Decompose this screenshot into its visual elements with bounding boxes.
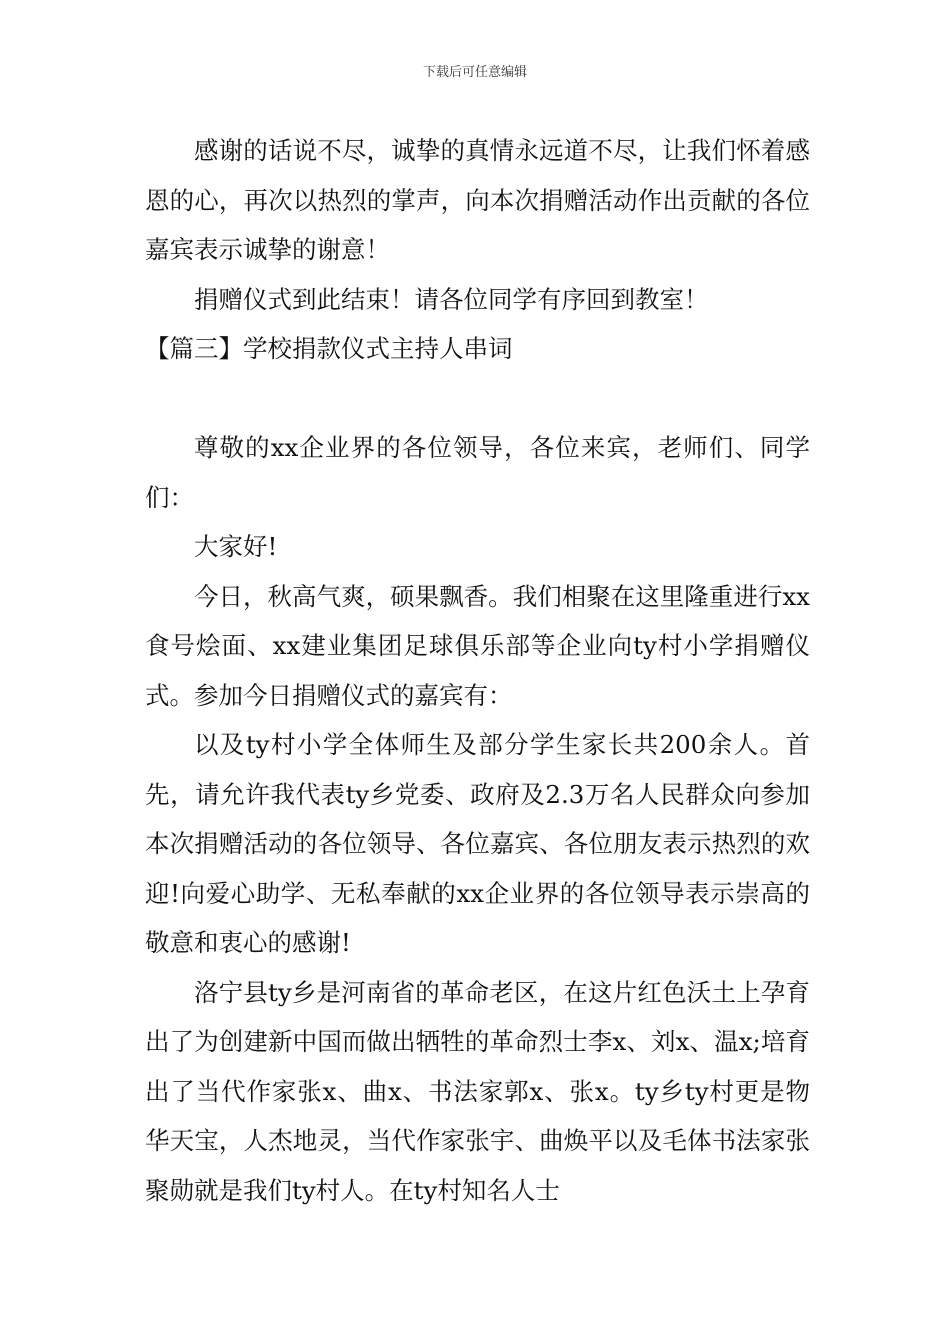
page-header: 下载后可任意编辑 — [422, 65, 527, 80]
section-heading: 【篇三】学校捐款仪式主持人串词 — [145, 334, 513, 363]
paragraph-history: 洛宁县ty乡是河南省的革命老区，在这片红色沃土上孕育出了为创建新中国而做出牺牲的革命烈士李x、刘x、温x;培育出了当代作家张x、曲x、书法家郭x、张x。ty乡ty村更是物华天宝，人杰地灵，当代作家张宇、曲焕平以及毛体书法家张聚勋就是我们ty村人。在ty村知名人士 — [145, 977, 811, 1205]
paragraph-thanks: 感谢的话说不尽，诚挚的真情永远道不尽，让我们怀着感恩的心，再次以热烈的掌声，向本次捐赠活动作出贡献的各位嘉宾表示诚挚的谢意！ — [145, 136, 810, 264]
paragraph-welcome: 以及ty村小学全体师生及部分学生家长共200余人。首先，请允许我代表ty乡党委、政府及2.3万名人民群众向参加本次捐赠活动的各位领导、各位嘉宾、各位朋友表示热烈的欢迎!向爱心助学、无私奉献的xx企业界的各位领导表示崇高的敬意和衷心的感谢! — [145, 730, 810, 957]
paragraph-opening: 今日，秋高气爽，硕果飘香。我们相聚在这里隆重进行xx食号烩面、xx建业集团足球俱乐部等企业向ty村小学捐赠仪式。参加今日捐赠仪式的嘉宾有： — [145, 581, 810, 710]
paragraph-greeting: 大家好! — [194, 532, 278, 561]
document-body — [145, 126, 810, 1215]
paragraph-ceremony-end: 捐赠仪式到此结束！请各位同学有序回到教室！ — [194, 284, 709, 314]
paragraph-salutation: 尊敬的xx企业界的各位领导，各位来宾，老师们、同学们： — [145, 433, 810, 512]
